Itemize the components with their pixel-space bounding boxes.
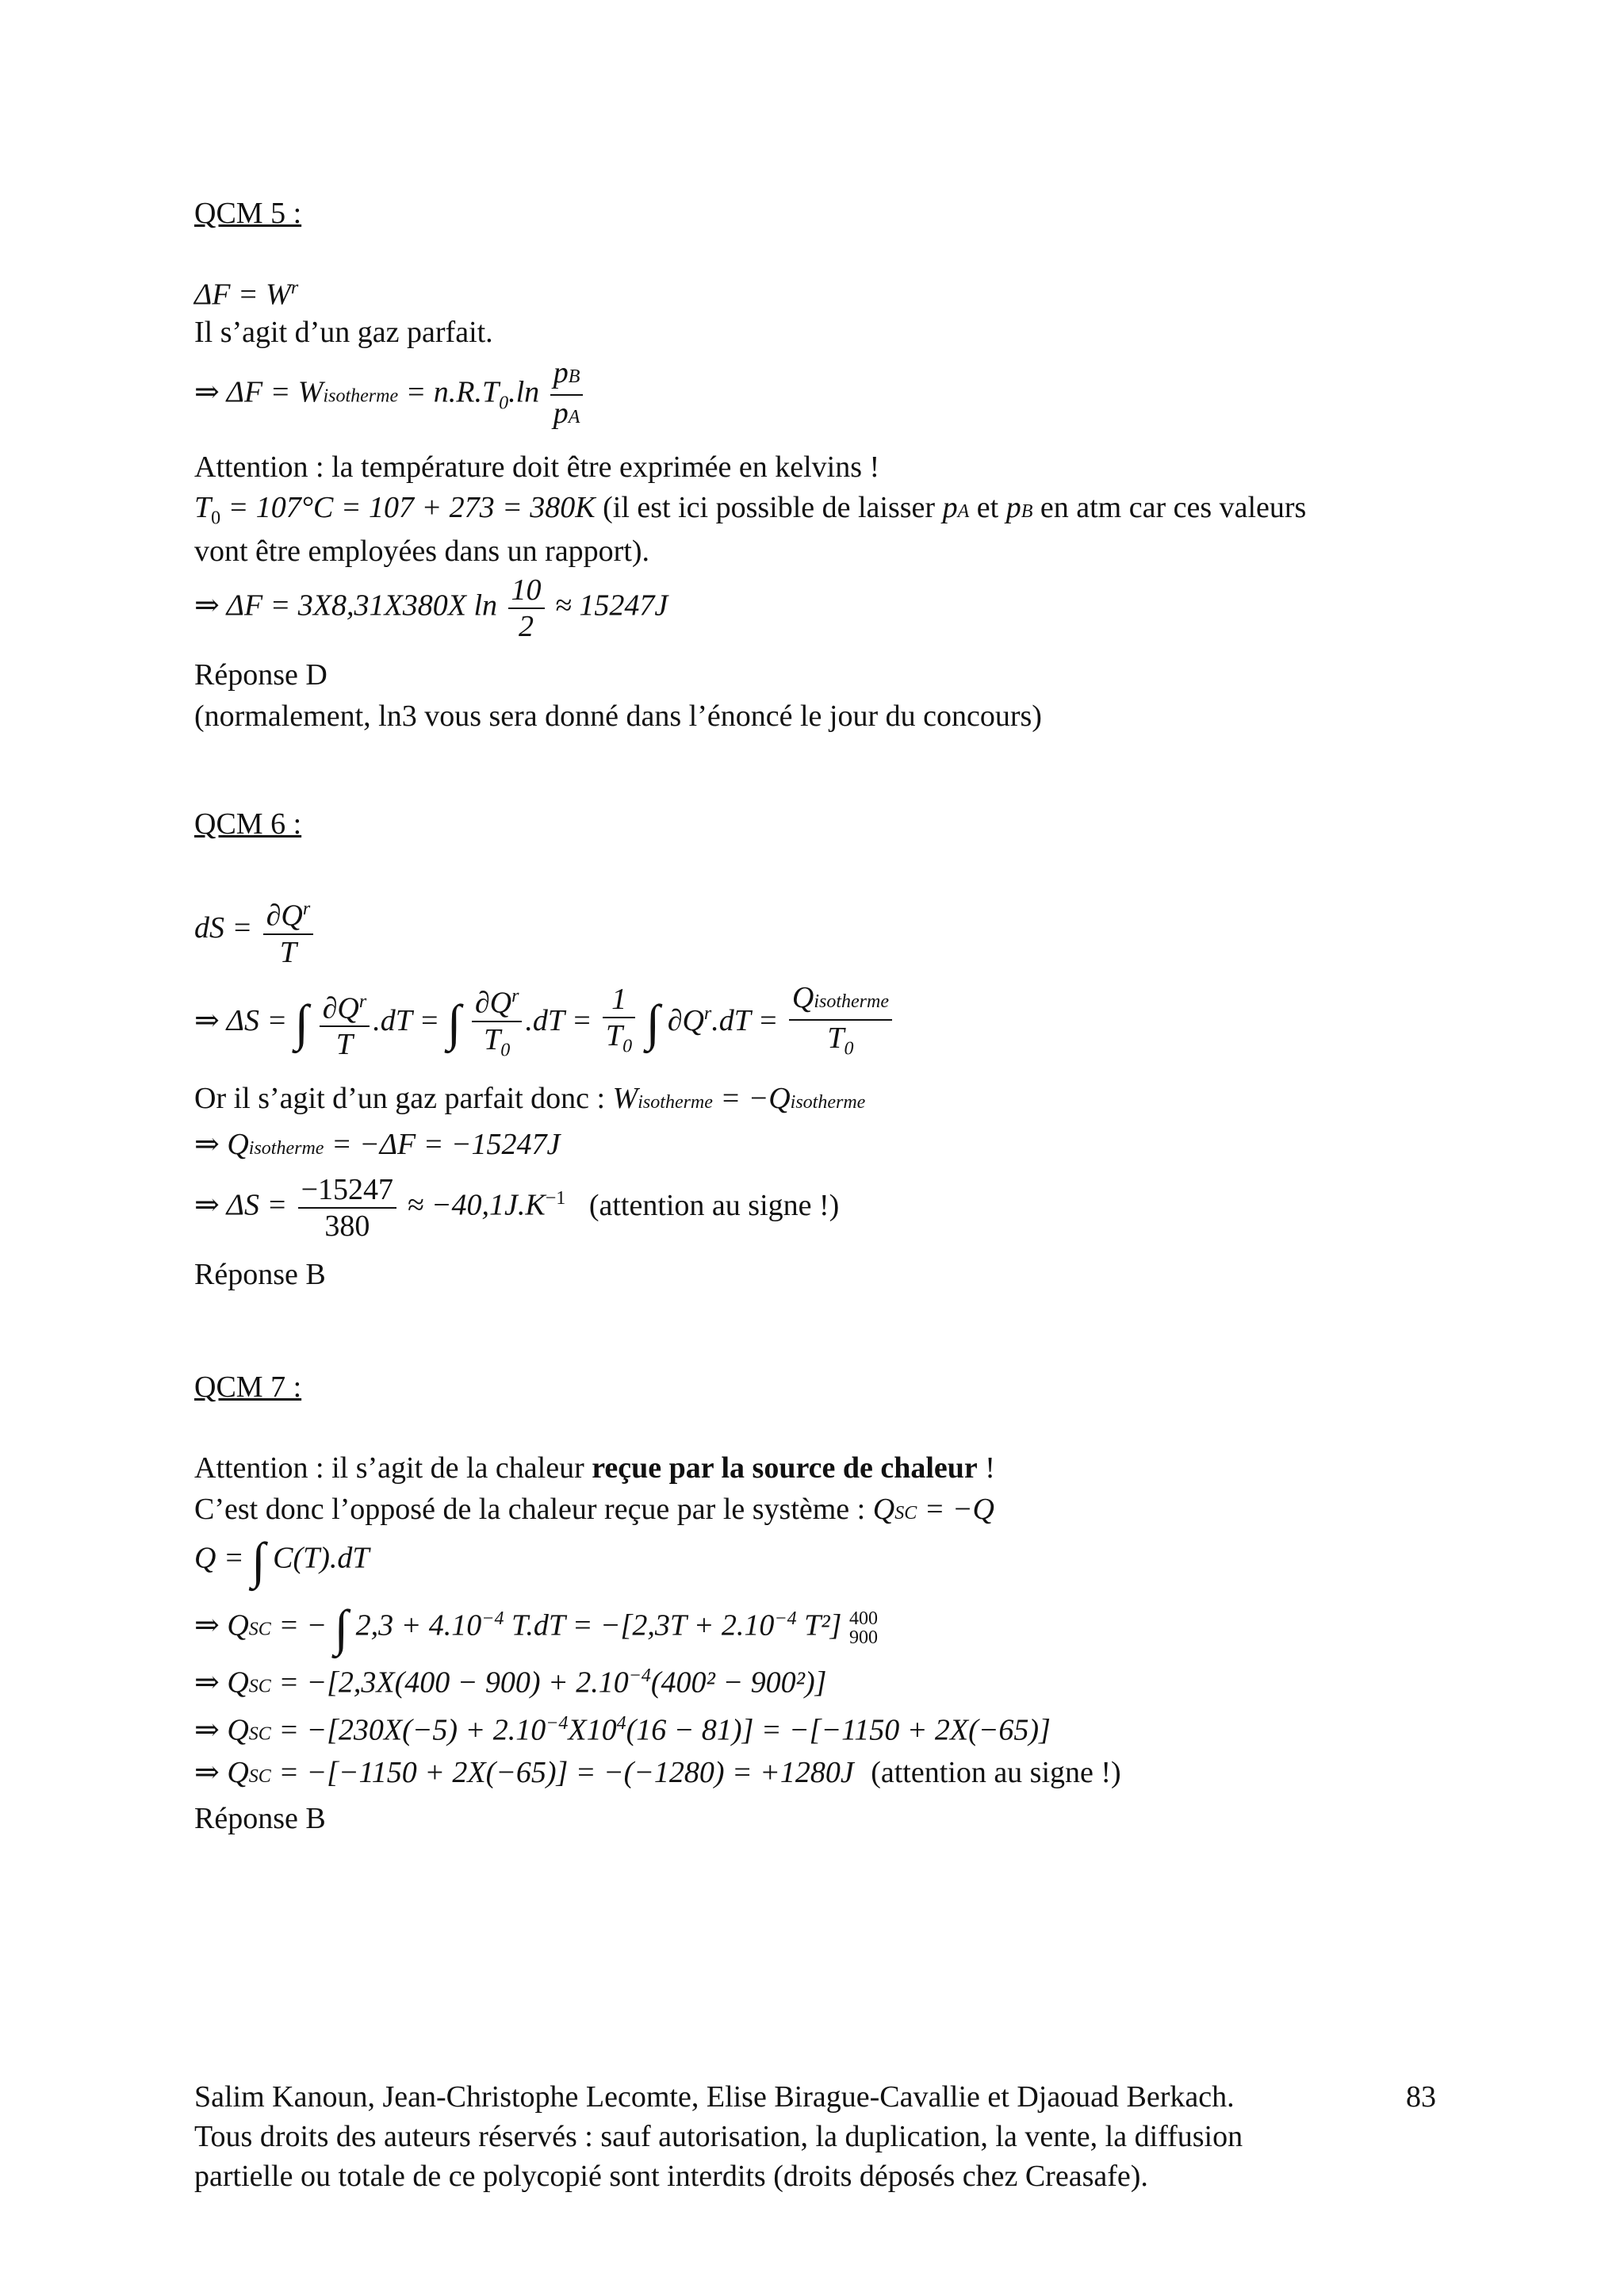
qcm6-eq2-frac2: $\frac{\partial Q^r}{T_0}$ (472, 979, 523, 1068)
footer-line1: Salim Kanoun, Jean-Christophe Lecomte, Elise Birague-Cavallie et Djaouad Berkach. (194, 2080, 1235, 2114)
qcm7-eq2: ⇒ QSC = − ∫ $2,3 + 4.10^{-4}$ $T.dT = -[2,3T + 2.10^{-4}$ T²] 400 900 (194, 1599, 878, 1656)
qcm6-answer: Réponse B (194, 1258, 326, 1291)
integral-sign: ∫ (251, 1532, 266, 1589)
qcm5-eq1: $\Delta F = W^r$ (194, 278, 299, 312)
qcm7-text2: C’est donc l’opposé de la chaleur reçue par le système : QSC = −Q (194, 1493, 994, 1526)
integral-sign: ∫ (334, 1599, 349, 1656)
qcm7-eq3: ⇒ QSC = $-[2,3X(400 - 900) + 2.10^{-4}(400^2 - 900^2)]$ (194, 1665, 827, 1700)
qcm6-eq2-frac3: $\frac{1}{T_0}$ (603, 982, 635, 1064)
qcm5-eq2: ⇒ ΔF = Wisotherme = $n.R.T_0.\ln$ $\frac{pB}{pA}$ (194, 355, 586, 435)
qcm7-eq5: ⇒ QSC = −[−1150 + 2X(−65)] = −(−1280) = +1280J (attention au signe !) (194, 1756, 1121, 1789)
qcm6-eq2-frac4: $\frac{\text{Qisotherme}}{T_0}$ (789, 980, 892, 1067)
integral-sign: ∫ (645, 995, 661, 1052)
qcm7-eq2-bounds: 400 900 (848, 1608, 878, 1648)
qcm5-eq2-frac: $\frac{pB}{pA}$ (550, 355, 584, 435)
qcm5-text2: Attention : la température doit être exprimée en kelvins ! (194, 450, 880, 484)
qcm6-text1: Or il s’agit d’un gaz parfait donc : Wisotherme = −Qisotherme (194, 1082, 866, 1115)
qcm5-text1: Il s’agit d’un gaz parfait. (194, 316, 493, 349)
qcm5-note: (normalement, ln3 vous sera donné dans l’énoncé le jour du concours) (194, 700, 1042, 733)
qcm5-eq4-frac: $\frac{10}{2}$ (508, 573, 545, 644)
page-number: 83 (1406, 2080, 1436, 2114)
footer-line2: Tous droits des auteurs réservés : sauf autorisation, la duplication, la vente, la diffusion (194, 2120, 1243, 2153)
qcm6-eq4-frac: $\frac{-15247}{380}$ (298, 1172, 396, 1244)
qcm7-title: QCM 7 : (194, 1370, 302, 1404)
qcm6-eq3: ⇒ Qisotherme = −ΔF = −15247J (194, 1128, 561, 1161)
footer-line3: partielle ou totale de ce polycopié sont interdits (droits déposés chez Creasafe). (194, 2160, 1148, 2193)
qcm7-eq4: ⇒ QSC = $-[230X(-5) + 2.10^{-4}X10^4(16 - 81)] = -[-1150 + 2X(-65)]$ (194, 1713, 1051, 1747)
qcm7-answer: Réponse B (194, 1802, 326, 1835)
qcm5-eq3: $T_0 = 107^\circ C = 107 + 273 = 380K$ (il est ici possible de laisser pA et pB en atm car ces valeurs (194, 491, 1307, 529)
qcm6-eq2-frac1: $\frac{\partial Q^r}{T}$ (320, 984, 370, 1063)
qcm5-eq4: ⇒ ΔF = 3X8,31X380X ln $\frac{10}{2}$ ≈ 15247J (194, 573, 668, 643)
qcm7-eq1: Q = ∫ C(T).dT (194, 1532, 370, 1589)
qcm6-eq1: dS = $\frac{\partial Q^r}{T}$ (194, 891, 316, 970)
qcm5-text3: vont être employées dans un rapport). (194, 535, 650, 568)
qcm6-title: QCM 6 : (194, 807, 302, 841)
integral-sign: ∫ (446, 995, 462, 1052)
qcm5-title: QCM 5 : (194, 197, 302, 230)
integral-sign: ∫ (294, 995, 309, 1052)
qcm5-answer: Réponse D (194, 658, 327, 692)
qcm6-eq2: ⇒ ΔS = ∫ $\frac{\partial Q^r}{T}$ .dT = ∫ $\frac{\partial Q^r}{T_0}$ .dT = $\frac{1}{T_0}$ ∫ $\partial Q^r.dT$ = $\frac{\text{Qisotherme}}{T_0}$ (194, 979, 895, 1068)
qcm6-eq4: ⇒ ΔS = $\frac{-15247}{380}$ ≈ $-40,1J.K^{-1}$ (attention au signe !) (194, 1173, 840, 1243)
qcm6-eq1-frac: $\frac{\partial Q^r}{T}$ (263, 891, 314, 970)
qcm7-text1: Attention : il s’agit de la chaleur reçue par la source de chaleur ! (194, 1451, 995, 1485)
